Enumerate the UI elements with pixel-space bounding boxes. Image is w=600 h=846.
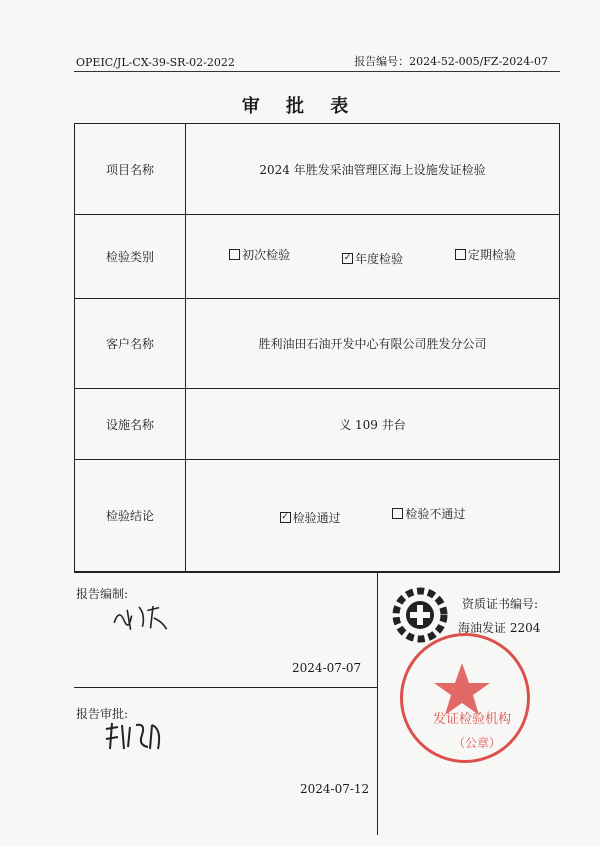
- compiler-signature: [109, 599, 172, 643]
- checkbox-icon: [455, 249, 466, 260]
- facility-label: 设施名称: [75, 389, 186, 460]
- checkbox-annual[interactable]: [342, 250, 403, 267]
- qualification-label: 资质证书编号:: [462, 597, 539, 611]
- approval-table: [74, 123, 560, 572]
- compile-date: 2024-07-07: [292, 661, 362, 675]
- official-seal: [400, 633, 530, 763]
- conclusion-options: [186, 460, 560, 572]
- inspection-type-options: [186, 215, 560, 299]
- table-row: [75, 215, 560, 299]
- project-label: 项目名称: [75, 124, 186, 215]
- checkbox-fail[interactable]: [392, 505, 465, 522]
- checkbox-initial[interactable]: [229, 246, 290, 263]
- seal-text: 发证检验机构: [433, 712, 512, 727]
- table-row: [75, 460, 560, 572]
- checkbox-label: 检验不通过: [405, 507, 466, 521]
- qualification-value: 海油发证 2204: [458, 621, 541, 635]
- checkbox-icon: [229, 249, 240, 260]
- client-value: 胜利油田石油开发中心有限公司胜发分公司: [186, 299, 560, 389]
- facility-value: 义 109 井台: [186, 389, 560, 460]
- approver-signature: [102, 719, 166, 759]
- table-row: [75, 299, 560, 389]
- seal-subtext: （公章）: [453, 736, 502, 750]
- checkbox-label: 定期检验: [467, 248, 516, 262]
- inspection-type-label: 检验类别: [75, 215, 186, 299]
- checkbox-icon: [392, 508, 403, 519]
- signature-section: [74, 572, 560, 835]
- conclusion-label: 检验结论: [75, 460, 186, 572]
- table-row: [75, 389, 560, 460]
- checkbox-periodic[interactable]: [455, 246, 516, 263]
- checked-box-icon: ✓: [281, 512, 289, 522]
- project-value: 2024 年胜发采油管理区海上设施发证检验: [186, 124, 560, 215]
- client-label: 客户名称: [75, 299, 186, 389]
- divider: [377, 573, 378, 835]
- table-row: [75, 124, 560, 215]
- checkbox-label: 年度检验: [354, 252, 403, 266]
- header-divider: [74, 71, 560, 72]
- doc-code: OPEIC/JL-CX-39-SR-02-2022: [76, 56, 235, 69]
- approve-date: 2024-07-12: [300, 782, 370, 796]
- compile-label: 报告编制:: [76, 587, 129, 601]
- divider: [74, 687, 377, 688]
- page-title: 审 批 表: [241, 96, 359, 117]
- checked-box-icon: ✓: [343, 253, 352, 263]
- report-number: 报告编号：2024-52-005/FZ-2024-07: [354, 55, 548, 68]
- approve-label: 报告审批:: [76, 707, 129, 721]
- checkbox-pass[interactable]: [280, 509, 341, 526]
- checkbox-label: 初次检验: [242, 248, 291, 262]
- checkbox-label: 检验通过: [292, 511, 341, 525]
